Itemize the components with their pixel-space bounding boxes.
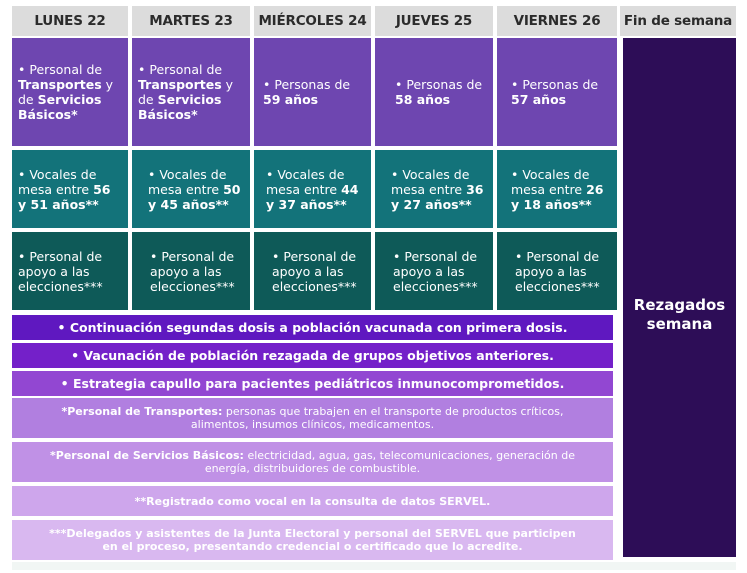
- header-day-friday: VIERNES 26: [497, 6, 617, 36]
- weekend-column: [623, 38, 736, 557]
- cell-monday-apoyo: • Personal de apoyo a las elecciones***: [12, 232, 128, 310]
- note-delegados: ***Delegados y asistentes de la Junta Electoral y personal del SERVEL que participen en el proceso, presentando credencial o certificado que lo acredite.: [12, 520, 613, 560]
- note-vocal: **Registrado como vocal en la consulta de datos SERVEL.: [12, 486, 613, 516]
- cell-friday-vocales: • Vocales de mesa entre 26 y 18 años**: [497, 150, 617, 228]
- bottom-strip: [12, 562, 736, 570]
- cell-monday-transport: • Personal de Transportes y de Servicios Básicos*: [12, 38, 128, 146]
- cell-thursday-apoyo: • Personal de apoyo a las elecciones***: [375, 232, 493, 310]
- header-weekend: Fin de semana: [620, 6, 736, 36]
- note-servicios: *Personal de Servicios Básicos: electricidad, agua, gas, telecomunicaciones, generación de energía, distribuidores de combustible.: [12, 442, 613, 482]
- cell-tuesday-transport: • Personal de Transportes y de Servicios Básicos*: [132, 38, 250, 146]
- cell-friday-apoyo: • Personal de apoyo a las elecciones***: [497, 232, 617, 310]
- band-capullo: • Estrategia capullo para pacientes pediátricos inmunocomprometidos.: [12, 371, 613, 396]
- cell-thursday-vocales: • Vocales de mesa entre 36 y 27 años**: [375, 150, 493, 228]
- band-rezagados: • Vacunación de población rezagada de grupos objetivos anteriores.: [12, 343, 613, 368]
- cell-thursday-age: • Personas de 58 años: [375, 38, 493, 146]
- band-second-doses: • Continuación segundas dosis a población vacunada con primera dosis.: [12, 315, 613, 340]
- cell-friday-age: • Personas de 57 años: [497, 38, 617, 146]
- header-day-monday: LUNES 22: [12, 6, 128, 36]
- cell-monday-vocales: • Vocales de mesa entre 56 y 51 años**: [12, 150, 128, 228]
- note-transportes: *Personal de Transportes: personas que trabajen en el transporte de productos críticos, alimentos, insumos clínicos, medicamentos.: [12, 398, 613, 438]
- cell-wednesday-age: • Personas de 59 años: [254, 38, 371, 146]
- cell-wednesday-apoyo: • Personal de apoyo a las elecciones***: [254, 232, 371, 310]
- cell-wednesday-vocales: • Vocales de mesa entre 44 y 37 años**: [254, 150, 371, 228]
- header-day-tuesday: MARTES 23: [132, 6, 250, 36]
- header-day-thursday: JUEVES 25: [375, 6, 493, 36]
- header-day-wednesday: MIÉRCOLES 24: [254, 6, 371, 36]
- cell-tuesday-apoyo: • Personal de apoyo a las elecciones***: [132, 232, 250, 310]
- weekend-label: Rezagados semana: [633, 296, 726, 333]
- cell-tuesday-vocales: • Vocales de mesa entre 50 y 45 años**: [132, 150, 250, 228]
